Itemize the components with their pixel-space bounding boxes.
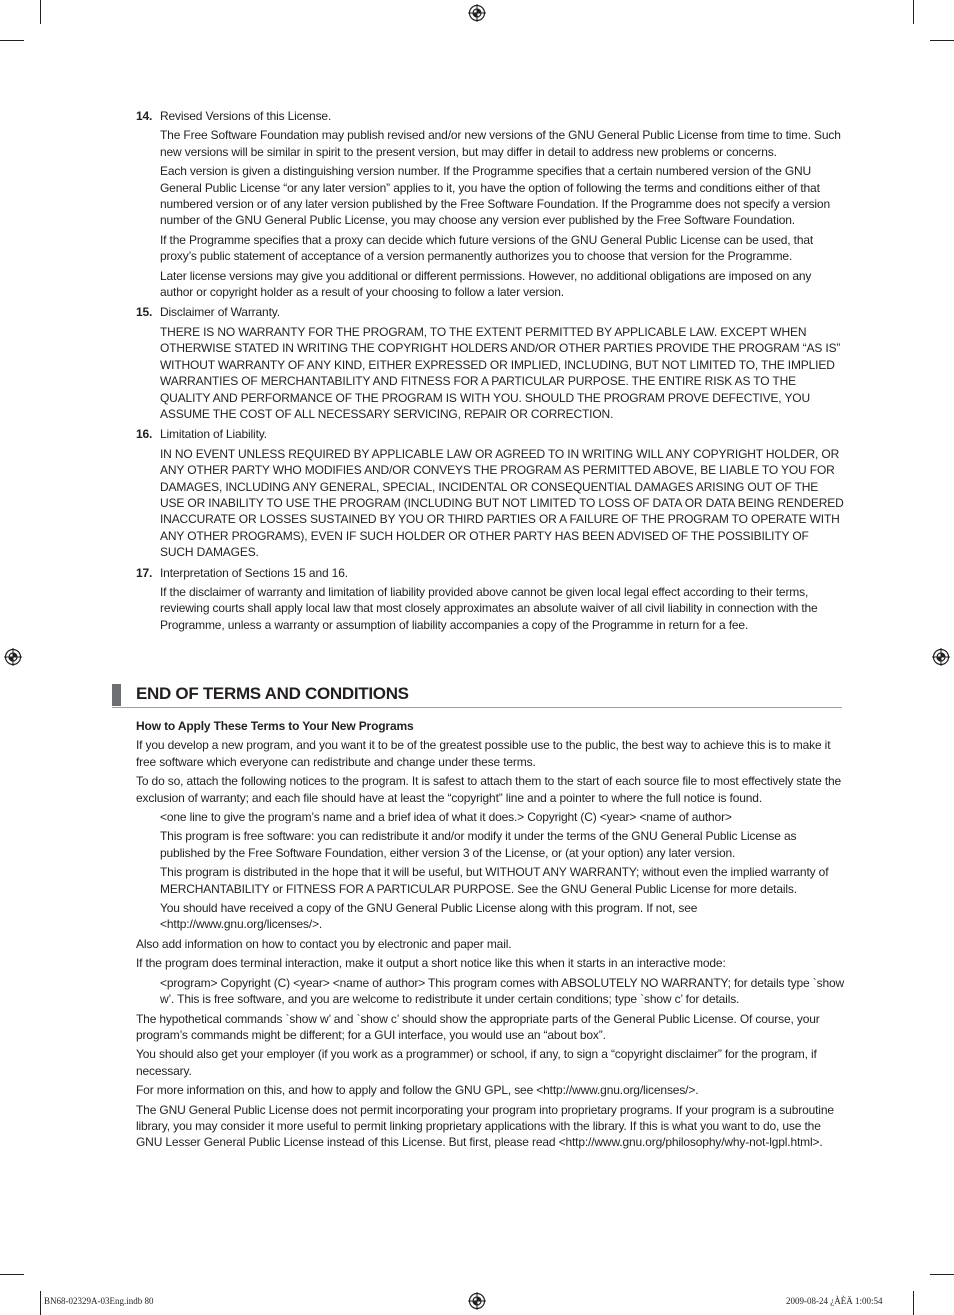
apply-paragraph: To do so, attach the following notices to the program. It is safest to attach them to the start of each source file to most effectively state the exclusion of warranty; and each file should have at least the “copyright” line and a pointer to where the full notice is found. (136, 774, 842, 805)
notice-paragraph: This program is distributed in the hope that it will be useful, but WITHOUT ANY WARRANTY; without even the implied warranty of MERCHANTABILITY or FITNESS FOR A PARTICULAR PURPOSE. See the GNU General Public License for more details. (160, 865, 829, 896)
section-paragraph: If the Programme specifies that a proxy can decide which future versions of the GNU General Public License can be used, that proxy’s public statement of acceptance of a version permanently authorizes you to choose that version for the Programme. (160, 232, 814, 264)
section-17 (136, 565, 844, 634)
section-title: Interpretation of Sections 15 and 16. (160, 565, 348, 580)
heading-title: END OF TERMS AND CONDITIONS (136, 684, 409, 703)
section-title: Revised Versions of this License. (160, 109, 332, 123)
crop-mark (913, 1291, 914, 1315)
registration-mark-icon (4, 648, 22, 666)
section-number: 14. (136, 109, 153, 123)
section-16 (136, 426, 844, 560)
apply-paragraph: For more information on this, and how to apply and follow the GNU GPL, see <http://www.gnu.org/licenses/>. (136, 1083, 699, 1098)
notice-paragraph: This program is free software: you can redistribute it and/or modify it under the terms of the GNU General Public License as published by the Free Software Foundation, either version 3 of the License, or (at your option) any later version. (160, 829, 797, 860)
crop-mark (913, 0, 914, 24)
terminal-notice: <program> Copyright (C) <year> <name of author> This program comes with ABSOLUTELY NO WARRANTY; for details type `show w’. This is free software, and you are welcome to redistribute it under certain conditions; type `show c’ for details. (160, 975, 845, 1007)
section-paragraph: IN NO EVENT UNLESS REQUIRED BY APPLICABLE LAW OR AGREED TO IN WRITING WILL ANY COPYRIGHT HOLDER, OR ANY OTHER PARTY WHO MODIFIES AND/OR CONVEYS THE PROGRAM AS PERMITTED ABOVE, BE LIABLE TO YOU FOR DAMAGES, INCLUDING ANY GENERAL, SPECIAL, INCIDENTAL OR CONSEQUENTIAL DAMAGES ARISING OUT OF THE USE OR INABILITY TO USE THE PROGRAM (INCLUDING BUT NOT LIMITED TO LOSS OF DATA OR DATA BEING RENDERED INACCURATE OR LOSSES SUSTAINED BY YOU OR THIRD PARTIES OR A FAILURE OF THE PROGRAM TO OPERATE WITH ANY OTHER PROGRAMS), EVEN IF SUCH HOLDER OR OTHER PARTY HAS BEEN ADVISED OF THE POSSIBILITY OF SUCH DAMAGES. (160, 446, 844, 560)
footer-left: BN68-02329A-03Eng.indb 80 (44, 1296, 154, 1306)
apply-paragraph: You should also get your employer (if you work as a programmer) or school, if any, to sign a “copyright disclaimer” for the program, if necessary. (136, 1047, 817, 1078)
section-title: Disclaimer of Warranty. (160, 305, 280, 320)
crop-mark (0, 40, 24, 41)
notice-paragraph: You should have received a copy of the GNU General Public License along with this program. If not, see <http://www.gnu.org/licenses/>. (160, 901, 698, 932)
footer-right: 2009-08-24 ¿ÀÈÄ 1:00:54 (786, 1296, 883, 1306)
section-paragraph: The Free Software Foundation may publish revised and/or new versions of the GNU General Public License from time to time. Such new versions will be similar in spirit to the present version, but may differ in detail to address new problems or concerns. (160, 128, 841, 159)
section-number: 17. (136, 565, 153, 580)
section-paragraph: If the disclaimer of warranty and limitation of liability provided above cannot be given local legal effect according to their terms, reviewing courts shall apply local law that most closely approximates an absolute waiver of all civil liability in connection with the Programme, unless a warranty or assumption of liability accompanies a copy of the Programme in return for a fee. (160, 584, 818, 632)
crop-mark (930, 1274, 954, 1275)
section-number: 16. (136, 427, 153, 442)
registration-mark-icon (468, 4, 486, 22)
section-paragraph: Later license versions may give you additional or different permissions. However, no additional obligations are imposed on any author or copyright holder as a result of your choosing to follow a later version. (160, 268, 812, 300)
license-sections (136, 108, 844, 637)
how-to-apply-section (136, 718, 846, 1154)
apply-paragraph: The hypothetical commands `show w’ and `show c’ should show the appropriate parts of the General Public License. Of course, your program’s commands might be different; for a GUI interface, you would use an “about box”. (136, 1011, 820, 1042)
apply-paragraph: If the program does terminal interaction, make it output a short notice like this when it starts in an interactive mode: (136, 956, 726, 971)
section-15 (136, 304, 844, 422)
notice-line: <one line to give the program’s name and a brief idea of what it does.> Copyright (C) <year> <name of author> (160, 810, 732, 825)
end-of-terms-heading (112, 683, 842, 708)
section-paragraph: Each version is given a distinguishing version number. If the Programme specifies that a certain numbered version of the GNU General Public License “or any later version” applies to it, you have the option of following the terms and conditions either of that numbered version or of any later version published by the Free Software Foundation. If the Programme does not specify a version number of the GNU General Public License, you may choose any version ever published by the Free Software Foundation. (160, 164, 830, 228)
apply-heading: How to Apply These Terms to Your New Programs (136, 719, 414, 733)
heading-bar (112, 684, 121, 706)
crop-mark (40, 1291, 41, 1315)
apply-paragraph: If you develop a new program, and you want it to be of the greatest possible use to the public, the best way to achieve this is to make it free software which everyone can redistribute and change under these terms. (136, 738, 831, 769)
section-number: 15. (136, 305, 153, 320)
crop-mark (40, 0, 41, 24)
apply-paragraph: Also add information on how to contact you by electronic and paper mail. (136, 936, 512, 951)
crop-mark (930, 40, 954, 41)
apply-paragraph: The GNU General Public License does not permit incorporating your program into proprietary programs. If your program is a subroutine library, you may consider it more useful to permit linking proprietary applications with the library. If this is what you want to do, use the GNU Lesser General Public License instead of this License. But first, please read <http://www.gnu.org/philosophy/why-not-lgpl.html>. (136, 1102, 834, 1150)
registration-mark-icon (468, 1292, 486, 1310)
section-title: Limitation of Liability. (160, 427, 267, 442)
section-paragraph: THERE IS NO WARRANTY FOR THE PROGRAM, TO THE EXTENT PERMITTED BY APPLICABLE LAW. EXCEPT WHEN OTHERWISE STATED IN WRITING THE COPYRIGHT HOLDERS AND/OR OTHER PARTIES PROVIDE THE PROGRAM “AS IS” WITHOUT WARRANTY OF ANY KIND, EITHER EXPRESSED OR IMPLIED, INCLUDING, BUT NOT LIMITED TO, THE IMPLIED WARRANTIES OF MERCHANTABILITY AND FITNESS FOR A PARTICULAR PURPOSE. THE ENTIRE RISK AS TO THE QUALITY AND PERFORMANCE OF THE PROGRAM IS WITH YOU. SHOULD THE PROGRAM PROVE DEFECTIVE, YOU ASSUME THE COST OF ALL NECESSARY SERVICING, REPAIR OR CORRECTION. (160, 324, 841, 421)
section-14 (136, 108, 844, 300)
crop-mark (0, 1274, 24, 1275)
registration-mark-icon (932, 648, 950, 666)
